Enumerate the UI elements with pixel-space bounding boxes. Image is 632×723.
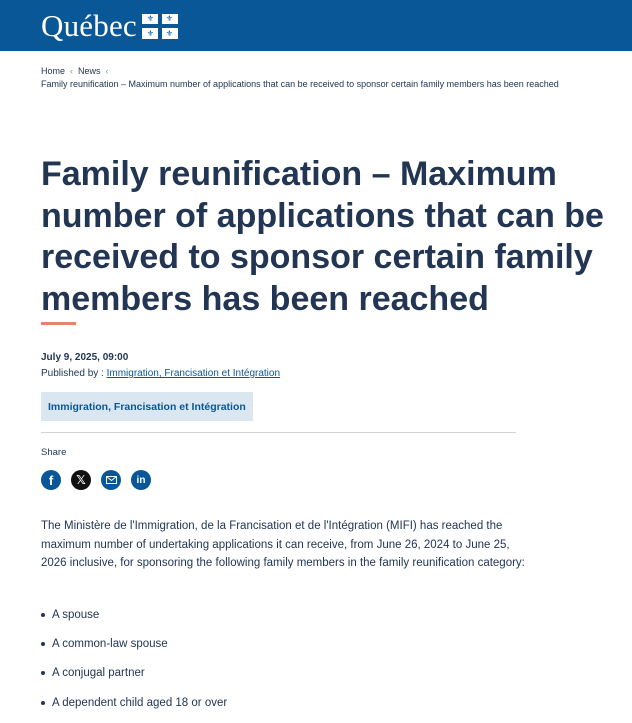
topic-tag[interactable]: Immigration, Francisation et Intégration (41, 392, 253, 421)
breadcrumb-current: Family reunification – Maximum number of applications that can be received to sponsor certain family members has been reached (41, 79, 559, 89)
mail-icon[interactable] (101, 470, 121, 490)
share-label: Share (41, 447, 67, 458)
breadcrumb (41, 65, 581, 91)
top-banner (0, 0, 632, 51)
page-title: Family reunification – Maximum number of applications that can be received to sponsor certain family members has been reached (41, 155, 604, 318)
x-icon[interactable]: 𝕏 (71, 470, 91, 490)
linkedin-icon[interactable]: in (131, 470, 151, 490)
published-by (41, 366, 280, 382)
list-item: A dependent child aged 18 or over (41, 694, 227, 723)
quebec-logo[interactable] (41, 9, 178, 43)
intro-paragraph: The Ministère de l'Immigration, de la Francisation et de l'Intégration (MIFI) has reached the maximum number of undertaking applications it can receive, from June 26, 2024 to June 25, 2026 inclusive, for sponsoring the following family members in the family reunification category: (41, 520, 525, 569)
chevron-right-icon: ‹ (70, 66, 74, 76)
logo-text: Québec (41, 8, 137, 43)
title-accent-rule (41, 322, 76, 325)
share-icons (41, 470, 151, 490)
list-item: A conjugal partner (41, 664, 227, 693)
list-item: A common-law spouse (41, 635, 227, 664)
published-by-label: Published by : (41, 368, 107, 379)
breadcrumb-home-link[interactable]: Home (41, 66, 66, 76)
family-members-list (41, 606, 227, 723)
list-item: A spouse (41, 606, 227, 635)
article-meta (41, 350, 280, 382)
publication-date: July 9, 2025, 09:00 (41, 352, 129, 363)
fleurdelise-flag-icon: ⚜ ⚜ ⚜ ⚜ (142, 14, 178, 39)
divider (41, 432, 516, 433)
facebook-icon[interactable]: f (41, 470, 61, 490)
chevron-right-icon: ‹ (105, 66, 109, 76)
publisher-link[interactable]: Immigration, Francisation et Intégration (106, 368, 281, 379)
breadcrumb-news-link[interactable]: News (78, 66, 101, 76)
